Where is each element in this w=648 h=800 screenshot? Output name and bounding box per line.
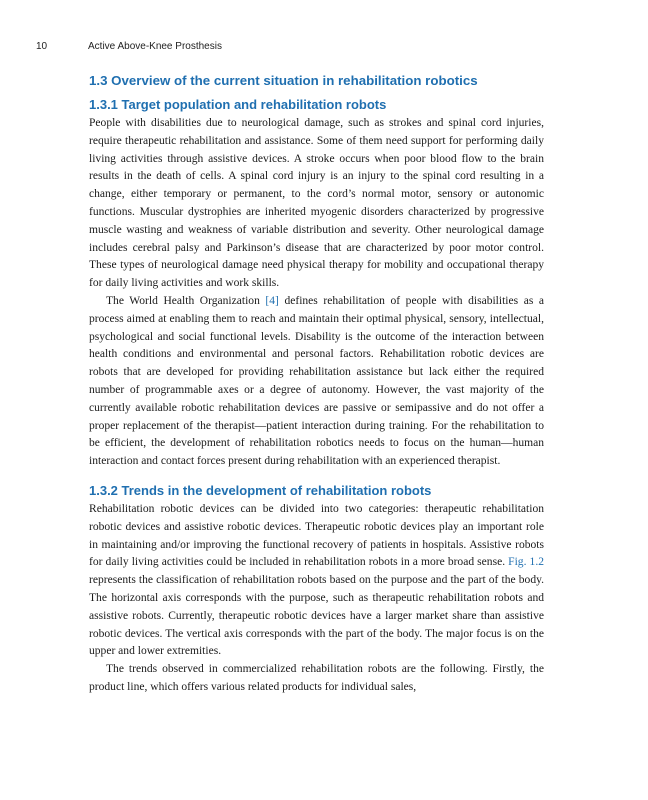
paragraph: [89, 293, 544, 471]
running-title: Active Above-Knee Prosthesis: [88, 41, 222, 52]
text-run: The World Health Organization: [106, 294, 266, 307]
subsection-body-1-3-2: [89, 501, 544, 697]
paragraph: People with disabilities due to neurological damage, such as strokes and spinal cord injuries, require therapeutic rehabilitation and assistance. Some of them need support for performing daily living activities through assistive devices. A stroke occurs when poor blood flow to the brain results in the death of cells. A spinal cord injury is an injury to the spinal cord resulting in a change, either temporary or permanent, to the cord’s normal motor, sensory or autonomic functions. Muscular dystrophies are inherited myogenic disorders characterized by progressive muscle wasting and weakness of variable distribution and severity. Other neurological damage includes cerebral palsy and Parkinson’s disease that are characterized by poor motor control. These types of neurological damage need physical therapy for mobility and occupational therapy for daily living activities and work skills.: [89, 117, 544, 290]
paragraph: The trends observed in commercialized rehabilitation robots are the following. Firstly, the product line, which offers various related products for individual sales,: [89, 663, 544, 693]
section-heading: 1.3 Overview of the current situation in rehabilitation robotics: [89, 73, 478, 88]
subsection-heading-1-3-2: 1.3.2 Trends in the development of rehabilitation robots: [89, 482, 432, 498]
text-run: represents the classification of rehabilitation robots based on the purpose and the part of the body. The horizontal axis corresponds with the purpose, such as therapeutic rehabilitation robots and assistive robots. Currently, therapeutic robotic devices have a larger market share than assistive robotic devices. The vertical axis corresponds with the part of the body. The major focus is on the upper and lower extremities.: [89, 574, 544, 658]
text-run: Rehabilitation robotic devices can be divided into two categories: therapeutic rehabilitation robotic devices and assistive robotic devices. Therapeutic robotic devices play an important role in maintaining and/or improving the functional recovery of patients in hospitals. Assistive robots for daily living activities could be included in rehabilitation robots in a more broad sense.: [89, 502, 544, 569]
citation-link[interactable]: [4]: [265, 294, 279, 307]
paragraph: [89, 501, 544, 661]
figure-link[interactable]: Fig. 1.2: [508, 556, 544, 569]
page-number: 10: [36, 41, 48, 52]
subsection-heading-1-3-1: 1.3.1 Target population and rehabilitation robots: [89, 97, 387, 112]
text-run: defines rehabilitation of people with disabilities as a process aimed at enabling them to reach and maintain their optimal physical, sensory, intellectual, psychological and social functional levels. Disability is the outcome of the interaction between health conditions and environmental and personal factors. Rehabilitation robotic devices are robots that are developed for providing rehabilitation assistance but lack either the required number of programmable axes or a degree of autonomy. However, the vast majority of the currently available robotic rehabilitation devices are passive or semipassive and do not offer a proper replacement of the therapist—patient interaction during training. For the rehabilitation to be efficient, the development of rehabilitation robotics needs to focus on the human—human interaction and contact forces present during rehabilitation with an experienced therapist.: [89, 294, 544, 468]
running-head: [36, 41, 222, 52]
main-content: [89, 71, 544, 697]
subsection-body-1-3-1: [89, 115, 544, 471]
